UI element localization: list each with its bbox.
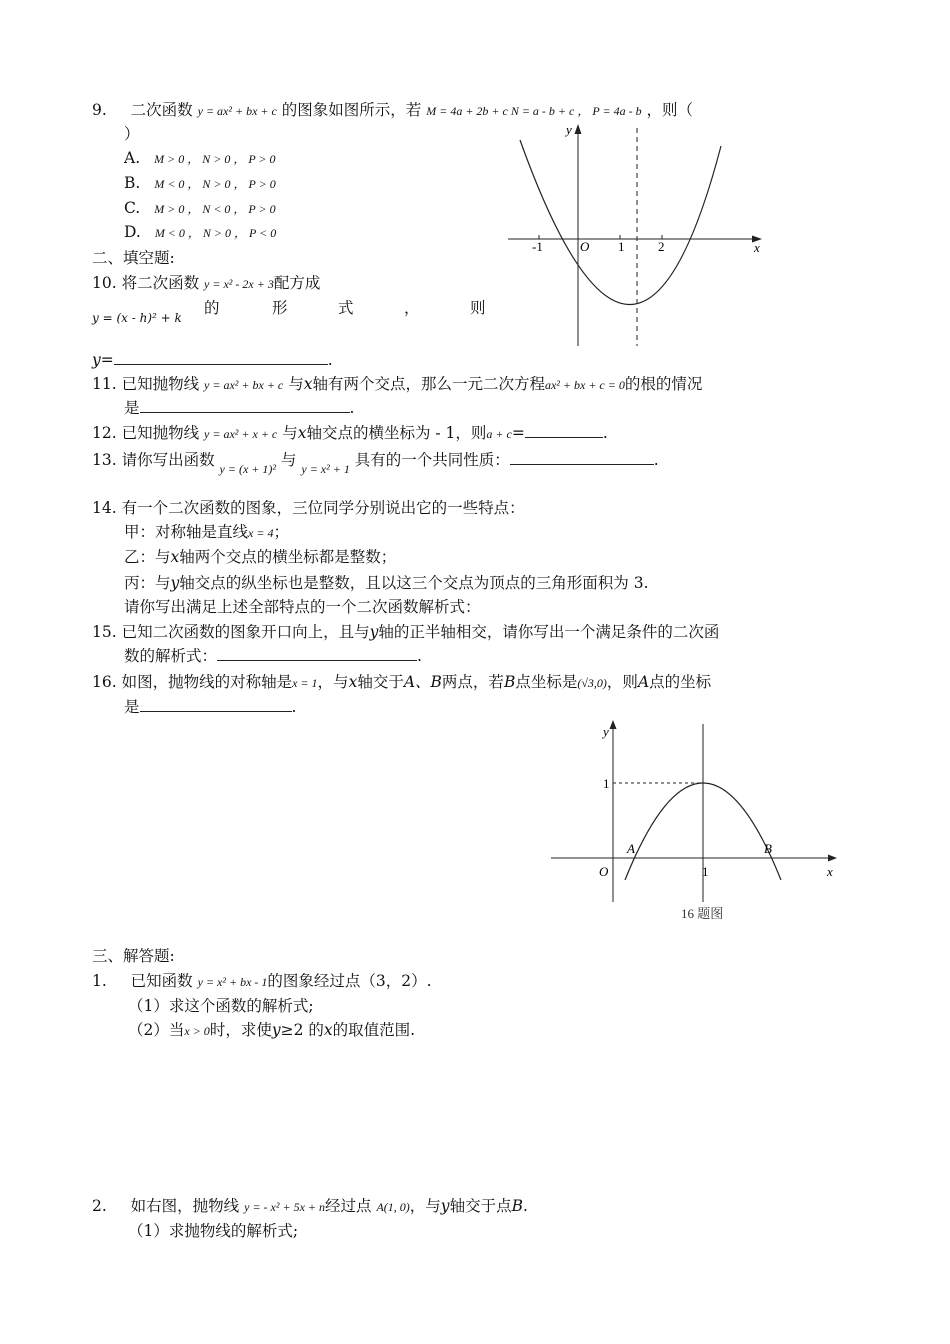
- q15-text-c: 数的解析式：: [124, 647, 218, 665]
- q15-y: y: [369, 623, 379, 641]
- q14-yi: [124, 547, 396, 567]
- q14-text: 有一个二次函数的图象，三位同学分别说出它的一些特点：: [121, 499, 525, 517]
- q14-ask: 请你写出满足上述全部特点的一个二次函数解析式：: [124, 598, 481, 616]
- q9-text-a: 二次函数: [130, 101, 193, 119]
- q14-jia-text: 甲：对称轴是直线: [124, 523, 249, 541]
- graph1-tick-2-label: 2: [658, 239, 665, 254]
- q12-function: y = ax² + x + c: [204, 427, 278, 441]
- q13-function-1: y = (x + 1)²: [219, 462, 276, 476]
- q9-text-b: 的图象如图所示，若: [281, 101, 422, 119]
- q11-x: x: [303, 375, 313, 393]
- q16-ab: A、B: [403, 673, 442, 691]
- q11-text-d: 的根的情况: [624, 375, 703, 393]
- section3-heading: 三、解答题:: [92, 947, 175, 965]
- q16-line: [92, 672, 711, 693]
- q14-jia-end: ；: [273, 523, 289, 541]
- q11-text-b: 与: [288, 375, 304, 393]
- p2-subquestion-1: （1）求抛物线的解析式;: [128, 1222, 299, 1240]
- q10-word-ze: 则: [470, 299, 486, 317]
- q9-option-d-expr: M < 0 ， N > 0 ， P < 0: [154, 226, 277, 240]
- graph1-origin-label: O: [580, 239, 590, 254]
- q9-option-c: [124, 198, 276, 219]
- p1-text-a: 已知函数: [130, 972, 193, 990]
- q10-text-b: 配方成: [273, 274, 321, 292]
- p1-number: 1.: [92, 972, 107, 990]
- p1-subquestion-1: （1）求这个函数的解析式;: [128, 997, 314, 1015]
- q11-answer-blank[interactable]: [140, 398, 350, 413]
- q16-text-c: 轴交于: [357, 673, 404, 691]
- q14-yi-x: x: [170, 548, 180, 566]
- p1-s2-text-c: ≥2 的: [280, 1021, 324, 1039]
- q14-line: [92, 498, 525, 518]
- q15-end: .: [417, 647, 422, 665]
- q9-line: [92, 100, 693, 121]
- p2-text-d: 轴交于点: [449, 1197, 512, 1215]
- q11-text-a: 已知抛物线: [121, 375, 200, 393]
- q16-text-f: ，则: [606, 673, 638, 691]
- q11-function: y = ax² + bx + c: [204, 378, 284, 392]
- graph2-x-label: x: [827, 864, 833, 879]
- q13-function-2: y = x² + 1: [301, 462, 350, 476]
- q12-line: [92, 423, 608, 444]
- q11-text-c: 轴有两个交点，那么一元二次方程: [312, 375, 545, 393]
- q16-text-a: 如图，抛物线的对称轴是: [121, 673, 293, 691]
- p1-s2-y: y: [271, 1021, 281, 1039]
- graph2-caption: 16 题图: [681, 906, 724, 921]
- q10-function: y = x² - 2x + 3: [204, 277, 274, 291]
- q9-text-c: ，则（: [646, 101, 694, 119]
- q9-function: y = ax² + bx + c: [197, 104, 277, 118]
- q15-text-b: 轴的正半轴相交，请你写出一个满足条件的二次函: [378, 623, 720, 641]
- q9-option-b-expr: M < 0 ， N > 0 ， P > 0: [154, 177, 276, 191]
- p1-s2-condition: x > 0: [184, 1024, 210, 1038]
- q10-form-expression: y = (x - h)² + k: [92, 311, 182, 325]
- q9-number: 9.: [92, 101, 107, 119]
- q13-number: 13.: [92, 451, 117, 469]
- q16-text-h: 是: [124, 698, 140, 716]
- q12-text-b: 与: [282, 424, 298, 442]
- q13-text-a: 请你写出函数: [121, 451, 215, 469]
- p2-b: B.: [511, 1197, 528, 1215]
- q12-x: x: [297, 424, 307, 442]
- q16-x: x: [348, 673, 358, 691]
- q10-text-a: 将二次函数: [121, 274, 200, 292]
- q13-text-c: 具有的一个共同性质：: [354, 451, 510, 469]
- q10-word-de: 的: [204, 299, 220, 317]
- q11-equation: ax² + bx + c = 0: [544, 378, 625, 392]
- graph2-y-arrow: [610, 720, 617, 729]
- p2-function: y = - x² + 5x + n: [244, 1200, 325, 1214]
- q16-text-g: 点的坐标: [649, 673, 712, 691]
- q15-line: [92, 622, 719, 642]
- q10-line: [92, 273, 320, 294]
- p2-y: y: [440, 1197, 450, 1215]
- q13-line: [92, 450, 659, 476]
- p1-line: [92, 971, 432, 992]
- graph2-y-label: y: [603, 724, 609, 739]
- q16-answer-line: [124, 697, 296, 717]
- q9-option-a-label: A.: [124, 149, 141, 167]
- q10-word-comma: ，: [404, 299, 420, 317]
- p2-point: A(1, 0): [376, 1200, 410, 1214]
- q12-number: 12.: [92, 424, 117, 442]
- q14-yi-text-b: 轴两个交点的横坐标都是整数；: [179, 548, 397, 566]
- graph2-point-a-label: A: [627, 841, 635, 856]
- q14-bing: [124, 573, 649, 593]
- graph2-y-one-label: 1: [603, 776, 610, 791]
- q16-axis: x = 1: [292, 676, 318, 690]
- p1-s2-x: x: [323, 1021, 333, 1039]
- graph1-tick-neg1-label: -1: [532, 239, 543, 254]
- section2-heading: 二、填空题:: [92, 249, 175, 267]
- graph1-tick-1-label: 1: [618, 239, 625, 254]
- p1-s2-text-a: （2）当: [128, 1021, 185, 1039]
- q14-yi-text-a: 乙：与: [124, 548, 171, 566]
- p1-function: y = x² + bx - 1: [197, 975, 268, 989]
- q11-line: [92, 374, 702, 395]
- p2-number: 2.: [92, 1197, 107, 1215]
- q16-text-d: 两点，若: [441, 673, 504, 691]
- graph2-x-arrow: [828, 855, 837, 862]
- q9-option-a-expr: M > 0 ， N > 0 ， P > 0: [154, 152, 276, 166]
- p1-s2-text-d: 的取值范围.: [332, 1021, 416, 1039]
- graph1-parabola-curve: [520, 140, 721, 305]
- q9-option-d-label: D.: [124, 223, 141, 241]
- q12-text-c: 轴交点的横坐标为 - 1，则: [306, 424, 487, 442]
- q9-option-c-expr: M > 0 ， N < 0 ， P > 0: [154, 202, 276, 216]
- graph1-y-label: y: [566, 122, 572, 137]
- q9-parabola-graph: [500, 120, 770, 350]
- q16-text-e: 点坐标是: [515, 673, 578, 691]
- q15-number: 15.: [92, 623, 117, 641]
- q13-answer-blank[interactable]: [510, 450, 654, 465]
- p2-line: [92, 1196, 528, 1217]
- q11-answer-line: [124, 398, 354, 418]
- q10-answer-line: y= .: [92, 351, 333, 369]
- p1-s2-text-b: 时，求使: [209, 1021, 272, 1039]
- q13-text-b: 与: [280, 451, 297, 469]
- q16-a: A: [637, 673, 650, 691]
- q14-jia-equation: x = 4: [248, 526, 274, 540]
- q14-number: 14.: [92, 499, 117, 517]
- q16-text-b: ，与: [317, 673, 349, 691]
- q12-answer-blank[interactable]: [525, 423, 603, 438]
- graph1-y-arrow: [575, 124, 582, 134]
- p2-text-a: 如右图，抛物线: [130, 1197, 240, 1215]
- q10-number: 10.: [92, 274, 117, 292]
- q14-jia: [124, 522, 289, 543]
- q14-bing-text-b: 轴交点的纵坐标也是整数，且以这三个交点为顶点的三角形面积为 3.: [179, 574, 649, 592]
- q9-option-d: [124, 222, 276, 243]
- q12-ac: a + c: [486, 427, 512, 441]
- p2-text-c: ，与: [409, 1197, 441, 1215]
- q10-answer-blank[interactable]: [114, 350, 328, 365]
- q12-text-d: =: [511, 424, 525, 442]
- q11-text-e: 是: [124, 399, 140, 417]
- q15-answer-blank[interactable]: [217, 646, 417, 661]
- q10-word-xing: 形: [272, 299, 288, 317]
- q16-number: 16.: [92, 673, 117, 691]
- p2-text-b: 经过点: [325, 1197, 372, 1215]
- q11-number: 11.: [92, 375, 117, 393]
- graph1-x-label: x: [754, 240, 760, 255]
- graph2-x-one-label: 1: [702, 864, 709, 879]
- graph2-point-b-label: B: [764, 841, 772, 856]
- p1-subquestion-2: [128, 1020, 415, 1041]
- q14-bing-text-a: 丙：与: [124, 574, 171, 592]
- q9-condition: M = 4a + 2b + c N = a - b + c ， P = 4a - b: [426, 104, 642, 118]
- q10-word-shi: 式: [338, 299, 354, 317]
- q9-option-a: [124, 148, 276, 169]
- q9-option-c-label: C.: [124, 199, 141, 217]
- q13-end: .: [653, 451, 659, 469]
- q12-end: .: [602, 424, 608, 442]
- q16-coordinate: (√3,0): [577, 676, 607, 690]
- q16-end: .: [291, 698, 297, 716]
- q11-end: .: [349, 399, 355, 417]
- q14-bing-y: y: [170, 574, 180, 592]
- p1-text-b: 的图象经过点（3，2）.: [267, 972, 432, 990]
- q9-close-paren: ）: [124, 125, 140, 143]
- q15-answer-line: [124, 646, 422, 666]
- q16-b: B: [503, 673, 516, 691]
- q10-y-label: y=: [92, 351, 114, 369]
- q15-text-a: 已知二次函数的图象开口向上，且与: [121, 623, 370, 641]
- q9-option-b: [124, 173, 276, 194]
- q16-parabola-graph: [545, 716, 845, 926]
- q12-text-a: 已知抛物线: [121, 424, 200, 442]
- q9-option-b-label: B.: [124, 174, 141, 192]
- q16-answer-blank[interactable]: [140, 697, 292, 712]
- graph2-origin-label: O: [599, 864, 609, 879]
